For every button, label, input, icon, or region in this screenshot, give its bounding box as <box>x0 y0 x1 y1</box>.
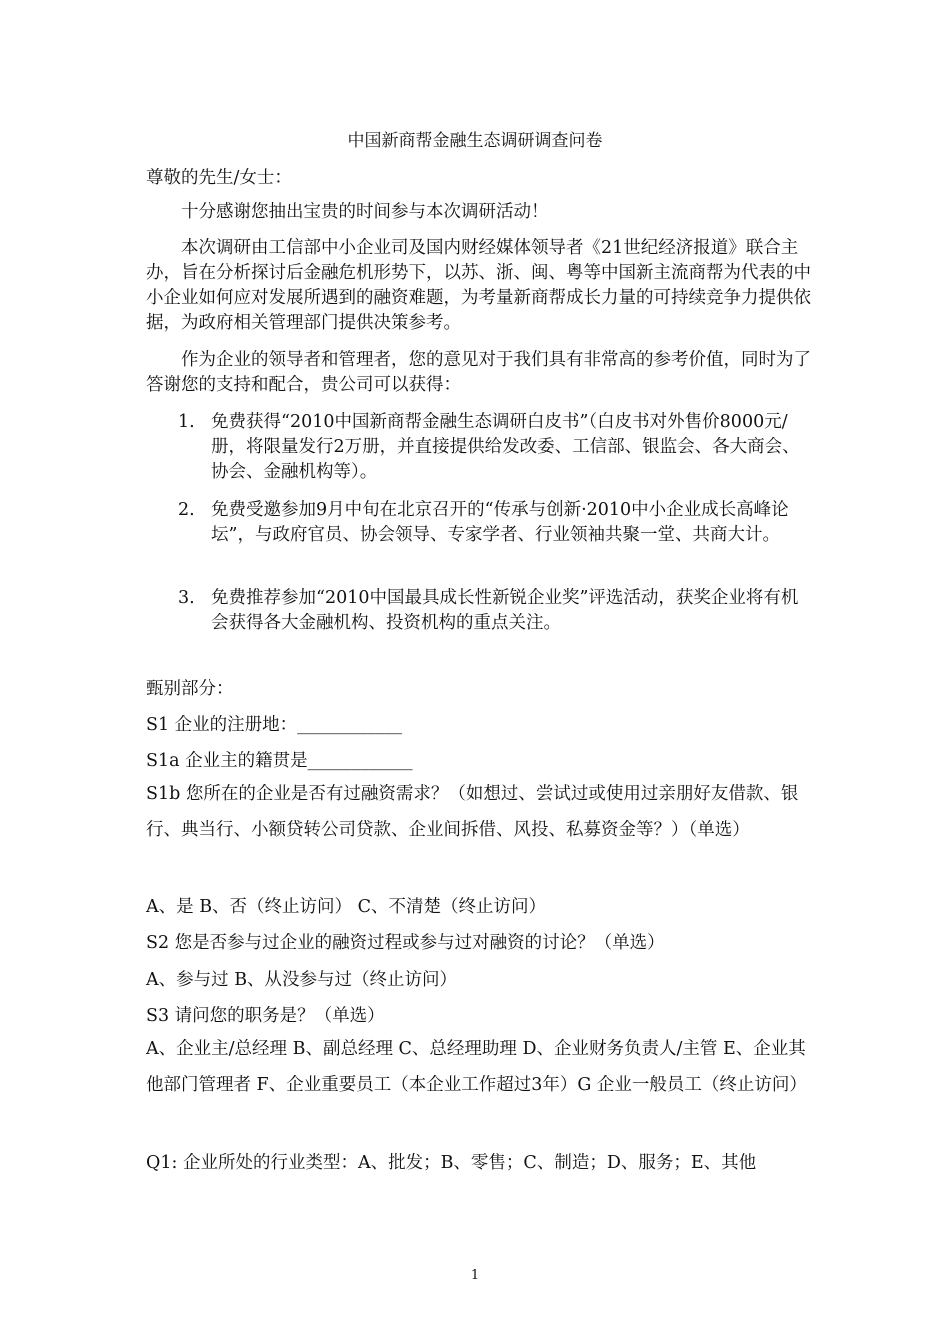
list-number: 1. <box>178 412 195 432</box>
question-s3: S3 请问您的职务是？（单选） <box>146 1006 385 1026</box>
intro-paragraph: 本次调研由工信部中小企业司及国内财经媒体领导者《21世纪经济报道》联合主办，旨在分析探讨后金融危机形势下，以苏、浙、闽、粤等中国新主流商帮为代表的中小企业如何应对发展所遇到的融资难题，为考量新商帮成长力量的可持续竞争力提供依据，为政府相关管理部门提供决策参考。 <box>146 238 811 333</box>
question-s2: S2 您是否参与过企业的融资过程或参与过对融资的讨论？（单选） <box>146 933 665 953</box>
question-q1: Q1: 企业所处的行业类型：A、批发；B、零售；C、制造；D、服务；E、其他 <box>146 1153 757 1173</box>
question-s2-options: A、参与过 B、从没参与过（终止访问） <box>146 970 458 990</box>
question-s1b-options: A、是 B、否（终止访问） C、不清楚（终止访问） <box>146 897 547 917</box>
list-number: 3. <box>178 588 195 608</box>
question-s1b: S1b 您所在的企业是否有过融资需求？（如想过、尝试过或使用过亲朋好友借款、银行、典当行、小额贷转公司贷款、企业间拆借、风投、私募资金等？）（单选） <box>146 784 799 840</box>
thanks-paragraph: 十分感谢您抽出宝贵的时间参与本次调研活动！ <box>181 202 549 222</box>
list-item-text: 免费受邀参加9月中旬在北京召开的“传承与创新·2010中小企业成长高峰论坛”，与政府官员、协会领导、专家学者、行业领袖共聚一堂、共商大计。 <box>211 500 789 545</box>
question-s1: S1 企业的注册地：____________ <box>146 715 403 735</box>
list-item <box>146 586 814 636</box>
list-item <box>146 498 814 548</box>
list-item-text: 免费推荐参加“2010中国最具成长性新锐企业奖”评选活动，获奖企业将有机会获得各大金融机构、投资机构的重点关注。 <box>211 588 799 633</box>
salutation: 尊敬的先生/女士： <box>146 168 292 188</box>
benefits-list <box>146 410 814 485</box>
screening-header: 甄别部分： <box>146 679 234 699</box>
benefits-intro-paragraph: 作为企业的领导者和管理者，您的意见对于我们具有非常高的参考价值，同时为了答谢您的支持和配合，贵公司可以获得： <box>146 350 811 395</box>
question-s3-options: A、企业主/总经理 B、副总经理 C、总经理助理 D、企业财务负责人/主管 E、企业其他部门管理者 F、企业重要员工（本企业工作超过3年）G 企业一般员工（终止访问） <box>146 1039 807 1095</box>
list-item <box>146 410 814 485</box>
question-s1a: S1a 企业主的籍贯是____________ <box>146 751 413 771</box>
page-number: 1 <box>470 1268 480 1283</box>
benefits-list <box>146 498 814 548</box>
list-item-text: 免费获得“2010中国新商帮金融生态调研白皮书”（白皮书对外售价8000元/册，将限量发行2万册，并直接提供给发改委、工信部、银监会、各大商会、协会、金融机构等）。 <box>211 412 800 482</box>
list-number: 2. <box>178 500 195 520</box>
document-title: 中国新商帮金融生态调研调查问卷 <box>347 131 603 151</box>
benefits-list <box>146 586 814 636</box>
